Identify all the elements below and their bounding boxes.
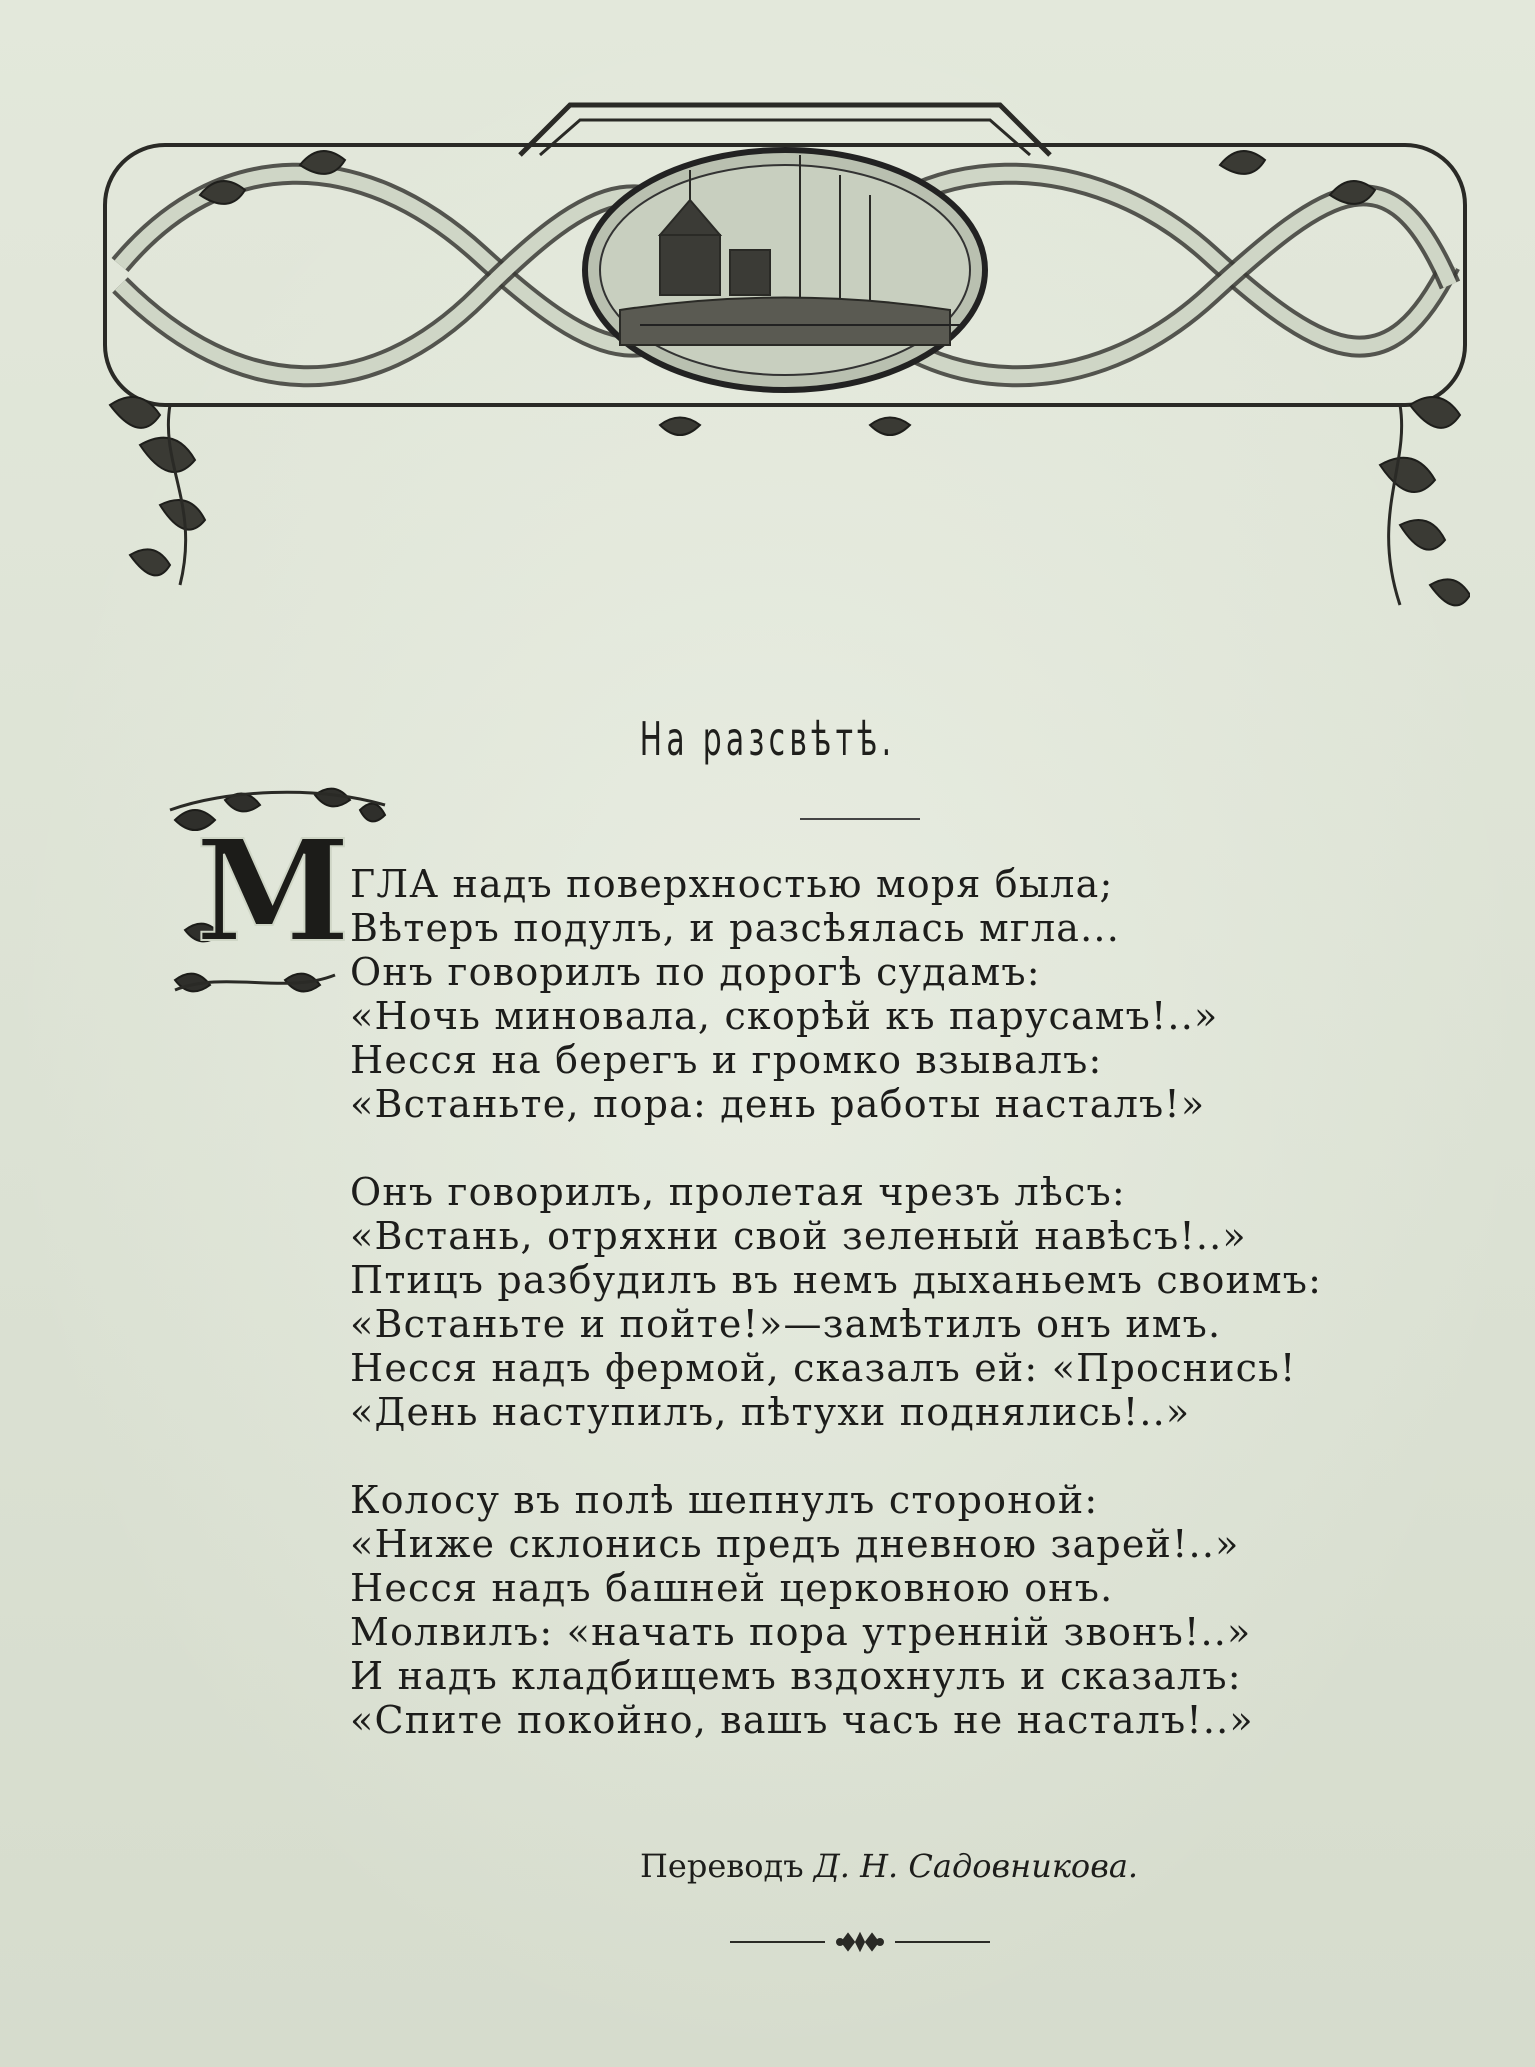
poem-line: Молвилъ: «начать пора утренній звонъ!..»: [350, 1610, 1252, 1654]
poem-line: Несся на берегъ и громко взывалъ:: [350, 1038, 1103, 1082]
poem-line: «Ночь миновала, скорѣй къ парусамъ!..»: [350, 994, 1219, 1038]
ornamental-headpiece: [100, 85, 1470, 625]
poem-line: Вѣтеръ подулъ, и разсѣялась мгла...: [350, 906, 1120, 950]
poem-line: Несся надъ фермой, сказалъ ей: «Проснись!: [350, 1346, 1297, 1390]
poem-line: Колосу въ полѣ шепнулъ стороной:: [350, 1478, 1099, 1522]
poem-line: «День наступилъ, пѣтухи поднялись!..»: [350, 1390, 1191, 1434]
poem-line: «Встаньте и пойте!»—замѣтилъ онъ имъ.: [350, 1302, 1222, 1346]
poem-line: ГЛА надъ поверхностью моря была;: [350, 862, 1114, 906]
title-divider: [800, 818, 920, 820]
poem-body: [350, 862, 1370, 1786]
translator-prefix: Переводъ: [640, 1847, 804, 1885]
tailpiece-ornament: [730, 1930, 990, 1954]
poem-line: Онъ говорилъ, пролетая чрезъ лѣсъ:: [350, 1170, 1126, 1214]
poem-line: «Встань, отряхни свой зеленый навѣсъ!..»: [350, 1214, 1247, 1258]
poem-title: На разсвѣтѣ.: [639, 712, 896, 766]
poem-line: И надъ кладбищемъ вздохнулъ и сказалъ:: [350, 1654, 1242, 1698]
stanza: [350, 1478, 1370, 1742]
initial-letter: М: [195, 810, 351, 974]
poem-line: Несся надъ башней церковною онъ.: [350, 1566, 1114, 1610]
poem-line: Онъ говорилъ по дорогѣ судамъ:: [350, 950, 1041, 994]
stanza: [350, 1170, 1370, 1434]
stanza: [350, 862, 1370, 1126]
poem-line: «Ниже склонись предъ дневною зарей!..»: [350, 1522, 1240, 1566]
translator-credit: [640, 1847, 1138, 1885]
poem-line: «Спите покойно, вашъ часъ не насталъ!..»: [350, 1698, 1254, 1742]
translator-name: Д. Н. Садовникова.: [813, 1847, 1139, 1885]
poem-line: «Встаньте, пора: день работы насталъ!»: [350, 1082, 1206, 1126]
poem-line: Птицъ разбудилъ въ немъ дыханьемъ своимъ:: [350, 1258, 1323, 1302]
